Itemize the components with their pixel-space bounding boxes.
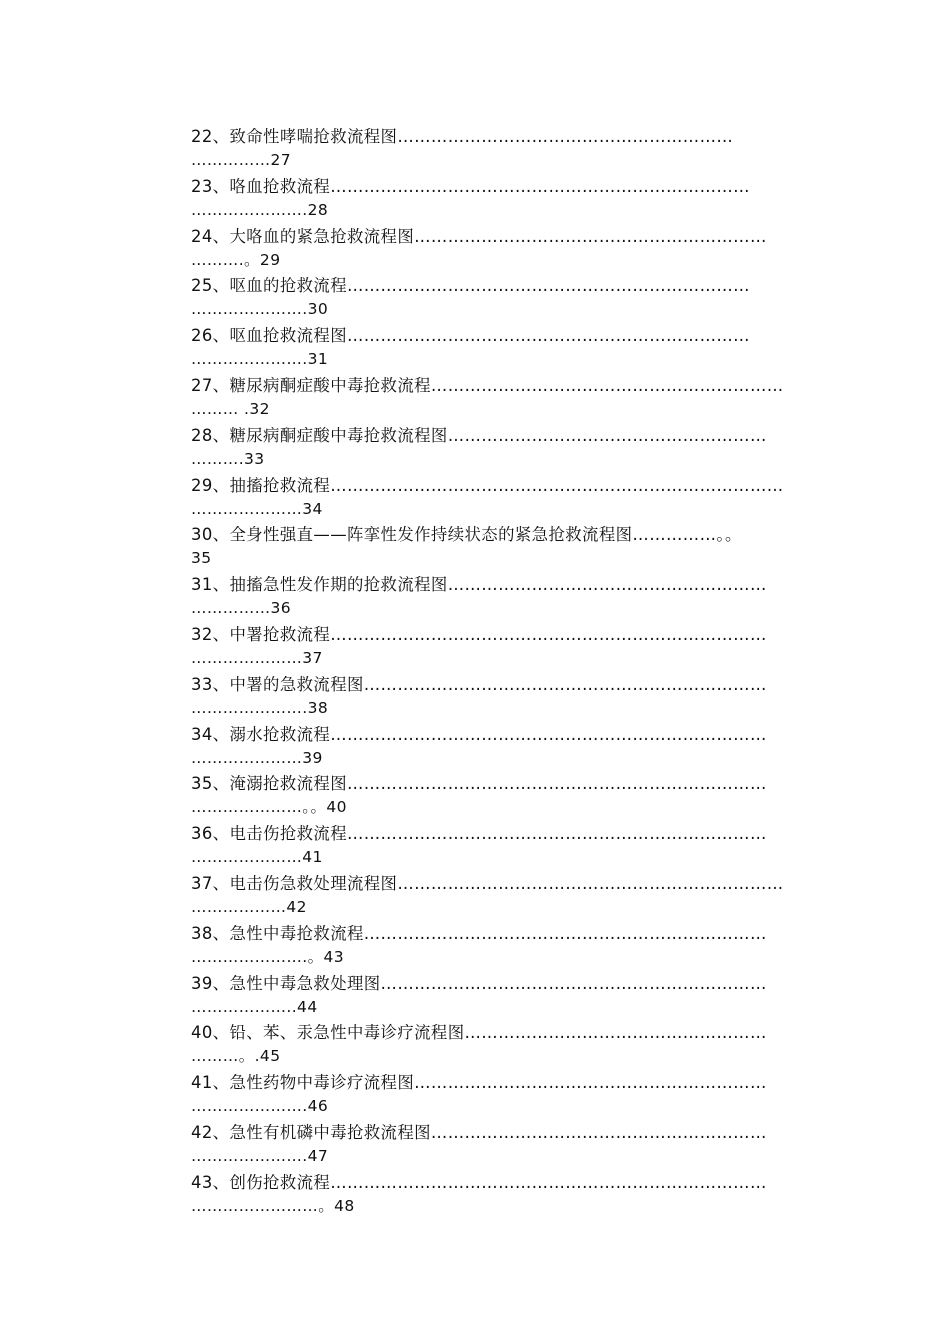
toc-entry-page: ………………42 — [191, 897, 307, 916]
toc-entry-title: 38、急性中毒抢救流程……………………………………………………………… — [191, 923, 767, 943]
toc-entry-title: 32、中署抢救流程…………………………………………………………………… — [191, 624, 767, 644]
toc-entry-page: ………。.45 — [191, 1047, 281, 1066]
toc-entry-title: 40、铅、苯、汞急性中毒诊疗流程图……………………………………………… — [191, 1023, 767, 1043]
toc-entry-title: 36、电击伤抢救流程………………………………………………………………… — [191, 824, 767, 844]
toc-entry-29 — [191, 473, 831, 523]
toc-entry-title: 33、中署的急救流程图……………………………………………………………… — [191, 674, 767, 694]
toc-entry-25 — [191, 273, 831, 323]
toc-entry-39 — [191, 971, 831, 1021]
toc-entry-42 — [191, 1120, 831, 1170]
toc-entry-page: ………………….。43 — [191, 947, 345, 966]
toc-entry-43 — [191, 1170, 831, 1220]
toc-entry-page: …………………41 — [191, 848, 323, 867]
toc-entry-title: 26、呕血抢救流程图……………………………………………………………… — [191, 326, 750, 346]
toc-entry-33 — [191, 672, 831, 722]
toc-entry-23 — [191, 174, 831, 224]
toc-entry-32 — [191, 622, 831, 672]
toc-entry-page: ………………….30 — [191, 300, 329, 319]
toc-entry-page: …………………34 — [191, 499, 323, 518]
toc-entry-page: …………………39 — [191, 748, 323, 767]
toc-entry-title: 41、急性药物中毒诊疗流程图……………………………………………………… — [191, 1073, 767, 1093]
toc-entry-28 — [191, 423, 831, 473]
toc-entry-page: ………………….46 — [191, 1097, 329, 1116]
toc-entry-35 — [191, 771, 831, 821]
toc-entry-page: ……………………。48 — [191, 1196, 355, 1215]
toc-entry-40 — [191, 1020, 831, 1070]
toc-entry-title: 23、咯血抢救流程………………………………………………………………… — [191, 176, 750, 196]
toc-entry-title: 28、糖尿病酮症酸中毒抢救流程图………………………………………………… — [191, 425, 767, 445]
toc-entry-title: 43、创伤抢救流程…………………………………………………………………… — [191, 1172, 767, 1192]
toc-entry-page: ……………36 — [191, 599, 292, 618]
toc-entry-title: 29、抽搐抢救流程……………………………………………………………………… — [191, 475, 784, 495]
toc-entry-title: 24、大咯血的紧急抢救流程图……………………………………………………… — [191, 226, 767, 246]
toc-entry-title: 22、致命性哮喘抢救流程图…………………………………………………… — [191, 127, 734, 146]
toc-entry-27 — [191, 373, 831, 423]
toc-entry-title: 39、急性中毒急救处理图…………………………………………………………… — [191, 973, 767, 993]
toc-entry-title: 30、全身性强直——阵挛性发作持续状态的紧急抢救流程图……………。。 — [191, 525, 742, 545]
toc-entry-page: …………………。。40 — [191, 798, 347, 817]
toc-entry-page: 35 — [191, 549, 212, 568]
table-of-contents — [191, 124, 831, 1220]
toc-entry-38 — [191, 921, 831, 971]
toc-entry-page: …………………37 — [191, 648, 323, 667]
toc-entry-page: ……… .32 — [191, 399, 270, 418]
toc-entry-page: ………………….47 — [191, 1146, 329, 1165]
toc-entry-page: ………………….38 — [191, 698, 329, 717]
toc-entry-41 — [191, 1070, 831, 1120]
toc-entry-26 — [191, 323, 831, 373]
toc-entry-37 — [191, 871, 831, 921]
toc-entry-title: 31、抽搐急性发作期的抢救流程图………………………………………………… — [191, 575, 767, 595]
toc-entry-page: ………………..44 — [191, 997, 318, 1016]
toc-entry-title: 34、溺水抢救流程…………………………………………………………………… — [191, 724, 767, 744]
toc-entry-31 — [191, 572, 831, 622]
toc-entry-title: 42、急性有机磷中毒抢救流程图…………………………………………………… — [191, 1122, 767, 1142]
toc-entry-page: ……………27 — [191, 151, 292, 169]
toc-entry-36 — [191, 821, 831, 871]
toc-entry-page: ……….。29 — [191, 250, 281, 269]
toc-entry-page: ……….33 — [191, 449, 265, 468]
toc-entry-24 — [191, 224, 831, 274]
toc-entry-page: ………………….31 — [191, 350, 329, 369]
toc-entry-34 — [191, 722, 831, 772]
toc-entry-title: 27、糖尿病酮症酸中毒抢救流程……………………………………………………… — [191, 375, 784, 395]
toc-entry-22 — [191, 124, 831, 174]
toc-entry-title: 37、电击伤急救处理流程图…………………………………………………………… — [191, 873, 784, 893]
toc-entry-30 — [191, 522, 831, 572]
toc-entry-page: ………………….28 — [191, 200, 329, 219]
toc-entry-title: 25、呕血的抢救流程……………………………………………………………… — [191, 276, 750, 296]
toc-entry-title: 35、淹溺抢救流程图………………………………………………………………… — [191, 774, 767, 794]
